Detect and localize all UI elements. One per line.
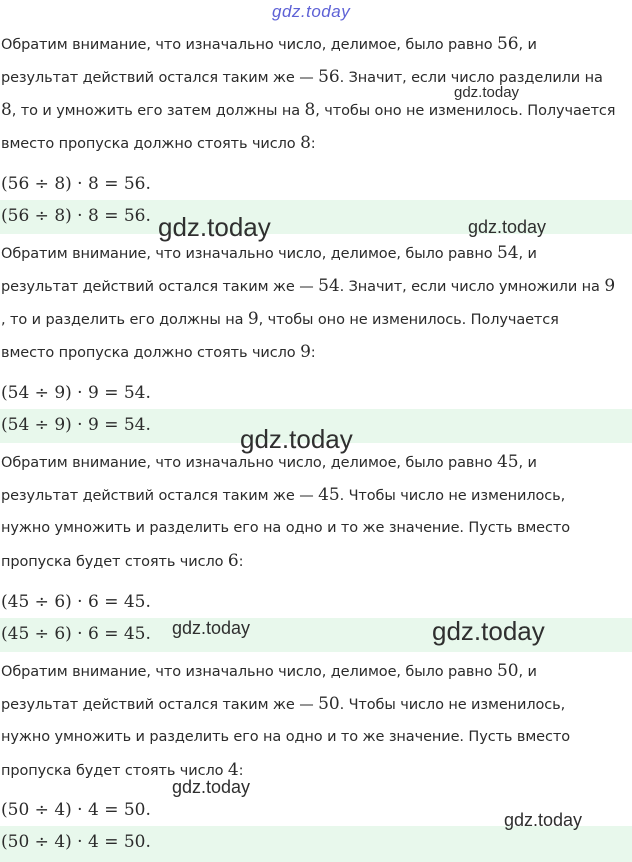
watermark: gdz.today [432,616,545,646]
block4-line3: нужно умножить и разделить его на одно и то же значение. Пусть вместо [1,729,570,745]
block2-line2: результат действий остался таким же — 54. Значит, если число умножили на 9 [1,276,616,296]
block1-line1: Обратим внимание, что изначально число, делимое, было равно 56, и [1,34,537,54]
block2-line3: , то и разделить его должны на 9, чтобы оно не изменилось. Получается [1,309,559,329]
watermark: gdz.today [172,777,251,797]
block4-answer: (50 ÷ 4) · 4 = 50. [1,832,151,852]
watermark: gdz.today [468,217,547,237]
block2-equation: (54 ÷ 9) · 9 = 54. [1,383,151,403]
watermark: gdz.today [158,212,271,242]
watermark: gdz.today [504,810,583,830]
block3-line3: нужно умножить и разделить его на одно и то же значение. Пусть вместо [1,520,570,536]
block4-equation: (50 ÷ 4) · 4 = 50. [1,800,151,820]
block3-line4: пропуска будет стоять число 6: [1,551,244,571]
block2-line1: Обратим внимание, что изначально число, делимое, было равно 54, и [1,243,537,263]
block4-line4: пропуска будет стоять число 4: [1,760,244,780]
watermark: gdz.today [172,618,251,638]
block4-line1: Обратим внимание, что изначально число, делимое, было равно 50, и [1,661,537,681]
block1-line4: вместо пропуска должно стоять число 8: [1,133,316,153]
block4-answer-band [0,826,632,862]
block3-line1: Обратим внимание, что изначально число, делимое, было равно 45, и [1,452,537,472]
block3-answer: (45 ÷ 6) · 6 = 45. [1,624,151,644]
watermark: gdz.today [454,84,520,101]
watermark: gdz.today [240,424,353,454]
block1-answer: (56 ÷ 8) · 8 = 56. [1,206,151,226]
block1-line2: результат действий остался таким же — 56. Значит, если число разделили на [1,67,603,87]
block2-line4: вместо пропуска должно стоять число 9: [1,342,316,362]
block2-answer: (54 ÷ 9) · 9 = 54. [1,415,151,435]
block3-equation: (45 ÷ 6) · 6 = 45. [1,592,151,612]
block3-line2: результат действий остался таким же — 45. Чтобы число не изменилось, [1,485,566,505]
block4-line2: результат действий остался таким же — 50. Чтобы число не изменилось, [1,694,566,714]
block1-line3: 8, то и умножить его затем должны на 8, чтобы оно не изменилось. Получается [1,100,616,120]
header-watermark: gdz.today [272,2,351,21]
block1-equation: (56 ÷ 8) · 8 = 56. [1,174,151,194]
